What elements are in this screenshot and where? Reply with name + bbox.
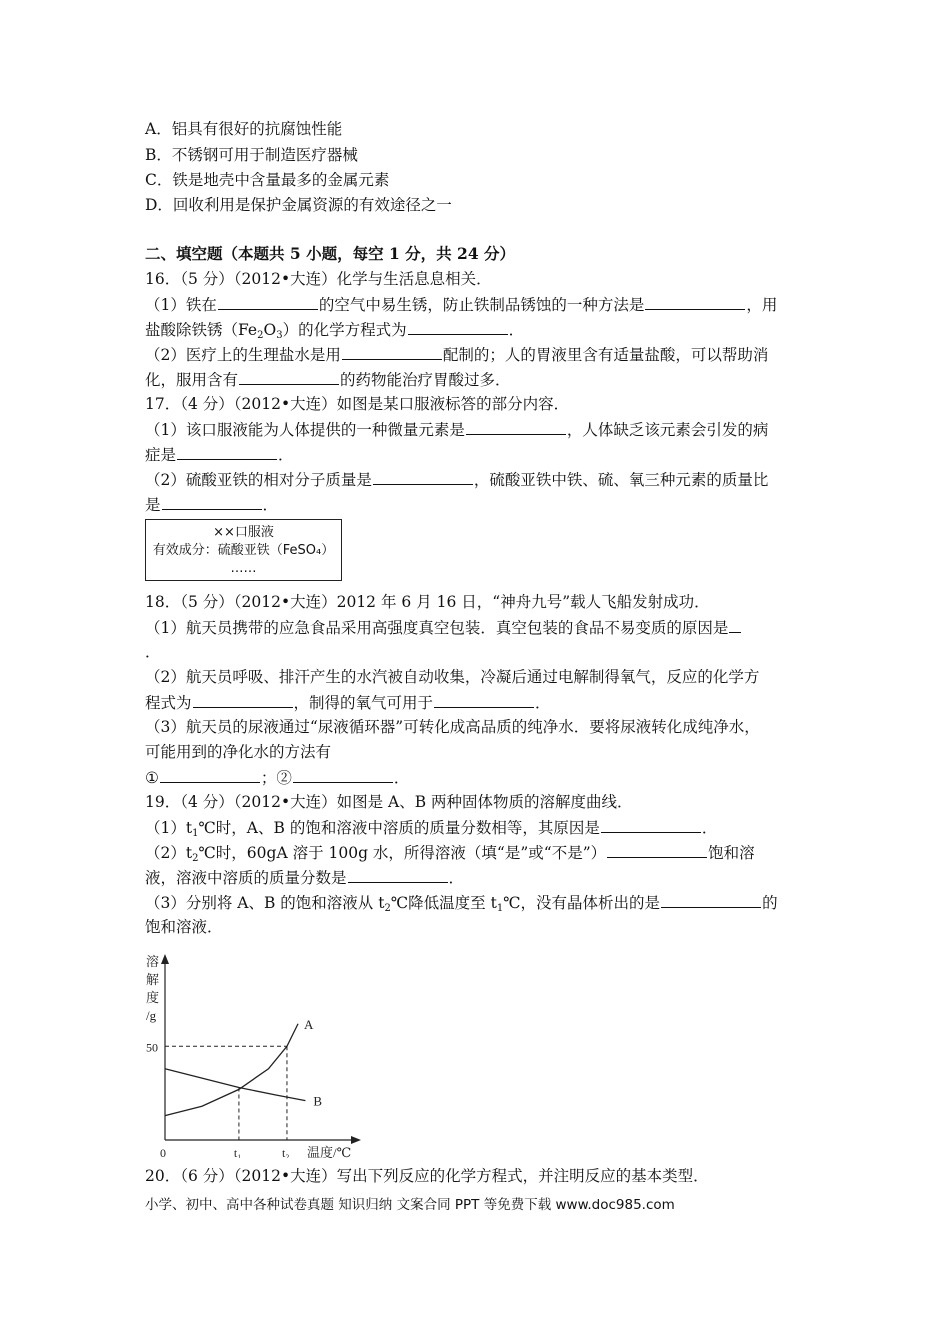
series-a-curve [165, 1024, 298, 1116]
q17-line1: （1）该口服液能为人体提供的一种微量元素是 ，人体缺乏该元素会引发的病 [145, 421, 769, 439]
series-b-curve [165, 1069, 305, 1101]
y-label-char-1: 溶 [146, 954, 160, 969]
answer-blank[interactable] [193, 692, 293, 708]
x-tick-0: 0 [160, 1146, 166, 1158]
q16-stem: 16．（5 分）（2012•大连）化学与生活息息相关． [145, 270, 492, 288]
label-title: ××口服液 [213, 525, 274, 540]
answer-blank[interactable] [177, 444, 277, 460]
answer-blank[interactable] [607, 842, 707, 858]
q18-line1: （1）航天员携带的应急食品采用高强度真空包装．真空包装的食品不易变质的原因是 [145, 617, 742, 638]
answer-blank[interactable] [661, 892, 761, 908]
option-d: D．回收利用是保护金属资源的有效途径之一 [145, 196, 452, 214]
q19-stem: 19．（4 分）（2012•大连）如图是 A、B 两种固体物质的溶解度曲线． [145, 793, 633, 811]
y-label-char-2: 解 [146, 972, 160, 987]
q17-line3: （2）硫酸亚铁的相对分子质量是 ，硫酸亚铁中铁、硫、氧三种元素的质量比 [145, 471, 769, 489]
q17-line4: 是 ． [145, 496, 279, 514]
label-ellipsis: …… [230, 561, 257, 576]
option-b: B．不锈钢可用于制造医疗器械 [145, 146, 358, 164]
answer-blank[interactable] [729, 617, 741, 633]
x-axis-arrow [351, 1136, 361, 1144]
q20-stem: 20．（6 分）（2012•大连）写出下列反应的化学方程式，并注明反应的基本类型． [145, 1167, 709, 1185]
answer-blank[interactable] [348, 867, 448, 883]
oral-liquid-label [145, 519, 342, 581]
series-b-label: B [313, 1093, 323, 1109]
answer-blank[interactable] [373, 469, 473, 485]
q19-line4: （3）分别将 A、B 的饱和溶液从 $t_2℃$降低温度至 $t_1℃$，没有晶体析出的是 的 [145, 894, 778, 914]
q16-line2: 盐酸除铁锈$(Fe_2O_3)$的化学方程式为 ． [145, 321, 525, 341]
answer-blank[interactable] [645, 294, 745, 310]
answer-blank[interactable] [239, 369, 339, 385]
q19-line3: 液，溶液中溶质的质量分数是 ． [145, 869, 465, 887]
x-tick-t1: t₁ [233, 1146, 242, 1158]
answer-blank[interactable] [342, 344, 442, 360]
q16-line3: （2）医疗上的生理盐水是用 配制的；人的胃液里含有适量盐酸，可以帮助消 [145, 346, 769, 364]
option-c: C．铁是地壳中含量最多的金属元素 [145, 171, 390, 189]
option-a: A．铝具有很好的抗腐蚀性能 [145, 120, 343, 138]
answer-blank[interactable] [162, 494, 262, 510]
answer-blank[interactable] [160, 767, 260, 783]
series-a-label: A [304, 1016, 314, 1032]
q18-line6: ① ；② ． [145, 769, 410, 787]
y-tick-50: 50 [146, 1040, 158, 1055]
chart-labels [146, 954, 351, 1158]
q19-line2: $(2)t_2℃$时，60gA 溶于 100g 水，所得溶液（填“是”或“不是”） 饱和溶 [145, 844, 755, 864]
q19-line1: $(1)t_1℃$时，A、B 的饱和溶液中溶质的质量分数相等，其原因是 ． [145, 819, 718, 839]
answer-blank[interactable] [466, 419, 566, 435]
y-axis-arrow [161, 954, 169, 964]
page-footer: 小学、初中、高中各种试卷真题 知识归纳 文案合同 PPT 等免费下载 www.doc985.com [145, 1197, 675, 1213]
solubility-chart [140, 948, 370, 1158]
q16-line4: 化，服用含有 的药物能治疗胃酸过多． [145, 371, 511, 389]
q18-stem: 18．（5 分）（2012•大连）2012 年 6 月 16 日，“神舟九号”载人飞船发射成功． [145, 593, 710, 611]
label-ingredient: 有效成分：硫酸亚铁（FeSO₄） [152, 543, 335, 558]
q17-line2: 症是 ． [145, 446, 294, 464]
answer-blank[interactable] [218, 294, 318, 310]
x-axis-label: 温度/℃ [306, 1145, 352, 1158]
q18-line5: 可能用到的净化水的方法有 [145, 743, 332, 761]
x-tick-t2: t₂ [281, 1146, 290, 1158]
answer-blank[interactable] [293, 767, 393, 783]
q18-line4: （3）航天员的尿液通过“尿液循环器”可转化成高品质的纯净水．要将尿液转化成纯净水， [145, 718, 760, 736]
y-label-char-3: 度 [146, 990, 160, 1005]
q19-line5: 饱和溶液． [145, 918, 223, 936]
q16-line1: （1）铁在 的空气中易生锈，防止铁制品锈蚀的一种方法是 ，用 [145, 296, 778, 314]
section-heading: 二、填空题（本题共 5 小题，每空 1 分，共 24 分） [145, 244, 516, 263]
answer-blank[interactable] [408, 319, 508, 335]
q18-line2: （2）航天员呼吸、排汗产生的水汽被自动收集，冷凝后通过电解制得氧气，反应的化学方 [145, 668, 760, 686]
answer-blank[interactable] [434, 692, 534, 708]
chart-series [165, 1024, 305, 1116]
answer-blank[interactable] [601, 817, 701, 833]
chart-axes [161, 954, 361, 1144]
q18-line3: 程式为 ，制得的氧气可用于 ． [145, 694, 551, 712]
y-label-unit: /g [146, 1008, 157, 1023]
q18-line1-end: ． [145, 643, 161, 661]
q17-stem: 17．（4 分）（2012•大连）如图是某口服液标答的部分内容． [145, 395, 570, 413]
